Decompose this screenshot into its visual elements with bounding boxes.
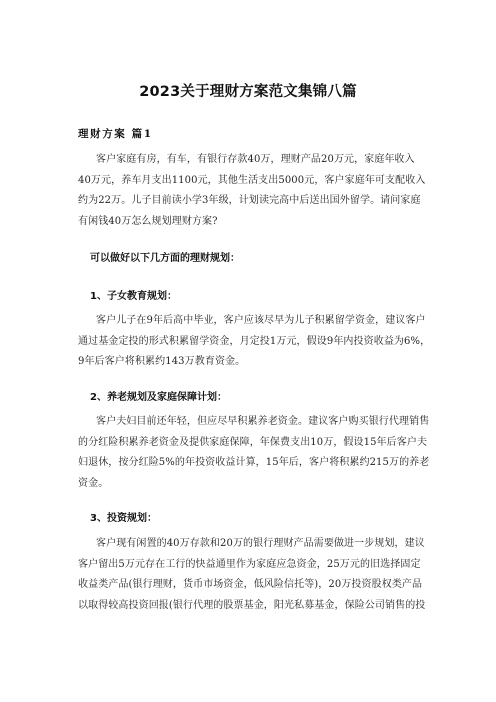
intro-line: 约为22万。儿子目前读小学3年级，计划读完高中后送出国外留学。请问家庭 <box>78 195 421 206</box>
item-line: 收益类产品(银行理财，货币市场资金，低风险信托等)，20万投资股权类产品 <box>78 579 423 590</box>
item-heading-investment: 3、投资规划： <box>90 513 157 524</box>
item-paragraph-education <box>78 311 431 373</box>
item-line: 客户留出5万元存在工行的快益通里作为家庭应急资金，25万元的旧选择固定 <box>78 558 421 570</box>
item-line: 资金。 <box>78 477 109 489</box>
item-line: 通过基金定投的形式积累留学资金，月定投1万元，假设9年内投资收益为6%， <box>78 335 431 347</box>
item-line: 客户夫妇目前还年轻，但应尽早积累养老资金。建议客户购买银行代理销售 <box>96 416 430 427</box>
item-line: 客户儿子在9年后高中毕业，客户应该尽早为儿子积累留学资金，建议客户 <box>96 315 426 326</box>
item-line: 的分红险积累养老资金及提供家庭保障，年保费支出10万，假设15年后客户夫 <box>78 436 428 448</box>
item-paragraph-retirement <box>78 412 430 494</box>
item-paragraph-investment <box>78 534 426 616</box>
item-line: 妇退休，按分红险5%的年投资收益计算，15年后，客户将积累约215万的养老 <box>78 457 430 468</box>
item-line: 9年后客户将积累约143万教育资金。 <box>78 356 246 367</box>
intro-line: 40万元，养车月支出1100元，其他生活支出5000元，客户家庭年可支配收入 <box>78 174 426 186</box>
intro-paragraph <box>78 150 426 232</box>
item-line: 客户现有闲置的40万存款和20万的银行理财产品需要做进一步规划，建议 <box>96 538 425 549</box>
document-title: 2023关于理财方案范文集锦八篇 <box>139 84 357 100</box>
planning-intro-heading: 可以做好以下几方面的理财规划： <box>90 253 240 264</box>
intro-line: 有闲钱40万怎么规划理财方案? <box>78 215 218 227</box>
section-heading: 理财方案 篇1 <box>78 128 153 140</box>
item-heading-retirement: 2、养老规划及家庭保障计划： <box>90 392 227 403</box>
intro-line: 客户家庭有房，有车，有银行存款40万，理财产品20万元，家庭年收入 <box>96 154 415 165</box>
item-line: 以取得较高投资回报(银行代理的股票基金，阳光私募基金，保险公司销售的投 <box>78 599 426 611</box>
item-heading-education: 1、子女教育规划： <box>90 291 177 302</box>
